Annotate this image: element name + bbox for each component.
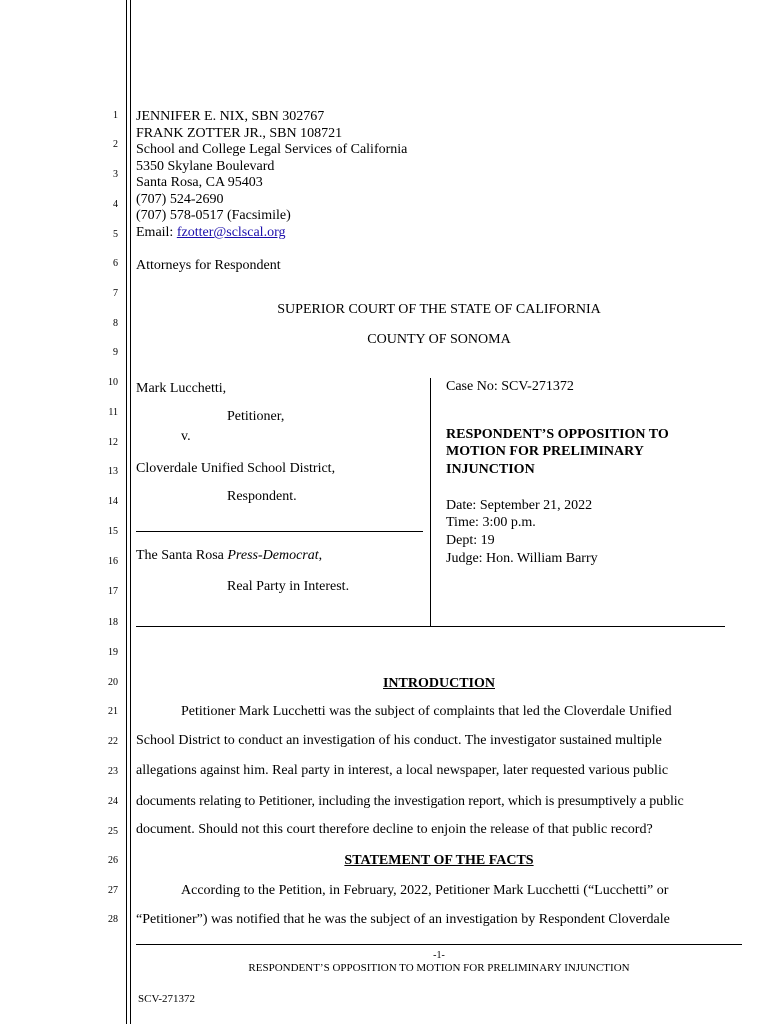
introduction-heading: INTRODUCTION [382,676,495,691]
email-label: Email: [136,225,177,240]
margin-rule-left-inner [130,0,131,1024]
attorney-fax: (707) 578-0517 (Facsimile) [136,208,291,223]
line-number: 6 [113,258,118,269]
line-number: 5 [113,229,118,240]
line-number: 9 [113,347,118,358]
line-number: 2 [113,139,118,150]
document-title-line-2: MOTION FOR PRELIMINARY [446,444,644,459]
line-number: 7 [113,288,118,299]
margin-rule-left [126,0,127,1024]
line-number: 22 [108,736,118,747]
line-number: 14 [108,496,118,507]
attorney-phone: (707) 524-2690 [136,192,224,207]
caption-vertical-divider [430,378,431,626]
attorney-name-1: JENNIFER E. NIX, SBN 302767 [136,109,325,124]
hearing-dept: Dept: 19 [446,533,495,548]
line-number: 15 [108,526,118,537]
line-number: 13 [108,466,118,477]
real-party-suffix: , [318,548,323,563]
versus: v. [181,429,191,444]
real-party-name [136,548,322,564]
intro-line: document. Should not this court therefore decline to enjoin the release of that public record? [136,822,653,837]
hearing-date: Date: September 21, 2022 [446,498,593,513]
footer-title: RESPONDENT’S OPPOSITION TO MOTION FOR PRELIMINARY INJUNCTION [248,962,630,974]
footer-case-number: SCV-271372 [138,993,196,1005]
hearing-time: Time: 3:00 p.m. [446,515,536,530]
intro-line: Petitioner Mark Lucchetti was the subject of complaints that led the Cloverdale Unified [181,704,672,719]
line-number: 19 [108,647,118,658]
line-number: 25 [108,826,118,837]
document-title-line-3: INJUNCTION [446,462,535,477]
attorney-name-2: FRANK ZOTTER JR., SBN 108721 [136,126,343,141]
hearing-judge: Judge: Hon. William Barry [446,551,598,566]
intro-line: allegations against him. Real party in interest, a local newspaper, later requested various public [136,763,669,778]
court-name: SUPERIOR COURT OF THE STATE OF CALIFORNIA [277,302,601,317]
court-county: COUNTY OF SONOMA [367,332,511,347]
attorney-city: Santa Rosa, CA 95403 [136,175,263,190]
line-number: 17 [108,586,118,597]
attorney-street: 5350 Skylane Boulevard [136,159,275,174]
respondent-role: Respondent. [227,489,297,504]
facts-heading: STATEMENT OF THE FACTS [344,853,534,868]
facts-line: According to the Petition, in February, 2022, Petitioner Mark Lucchetti (“Lucchetti” or [181,883,669,898]
caption-divider [136,531,423,532]
intro-line: School District to conduct an investigation of his conduct. The investigator sustained multiple [136,733,662,748]
attorney-email-line [136,225,285,241]
line-number: 21 [108,706,118,717]
petitioner-name: Mark Lucchetti, [136,381,227,396]
attorney-role: Attorneys for Respondent [136,258,281,273]
petitioner-role: Petitioner, [227,409,285,424]
email-link[interactable]: fzotter@sclscal.org [176,225,286,240]
respondent-name: Cloverdale Unified School District, [136,461,336,476]
case-number: Case No: SCV-271372 [446,379,574,394]
line-number: 27 [108,885,118,896]
line-number: 23 [108,766,118,777]
footer-rule [136,944,742,945]
intro-line: documents relating to Petitioner, including the investigation report, which is presumptively a public [136,794,684,809]
line-number: 16 [108,556,118,567]
line-number: 8 [113,318,118,329]
real-party-newspaper: Press-Democrat [227,548,319,563]
line-number: 26 [108,855,118,866]
line-number: 4 [113,199,118,210]
real-party-role: Real Party in Interest. [227,579,350,594]
real-party-prefix: The Santa Rosa [136,548,228,563]
line-number: 18 [108,617,118,628]
line-number: 1 [113,110,118,121]
line-number: 28 [108,914,118,925]
document-title-line-1: RESPONDENT’S OPPOSITION TO [446,427,669,442]
caption-bottom-rule [136,626,725,627]
line-number: 10 [108,377,118,388]
line-number: 11 [108,407,118,418]
line-number: 20 [108,677,118,688]
line-number: 24 [108,796,118,807]
line-number: 12 [108,437,118,448]
facts-line: “Petitioner”) was notified that he was the subject of an investigation by Respondent Cloverdale [136,912,670,927]
attorney-org: School and College Legal Services of California [136,142,408,157]
line-number: 3 [113,169,118,180]
page-number: -1- [433,950,445,961]
